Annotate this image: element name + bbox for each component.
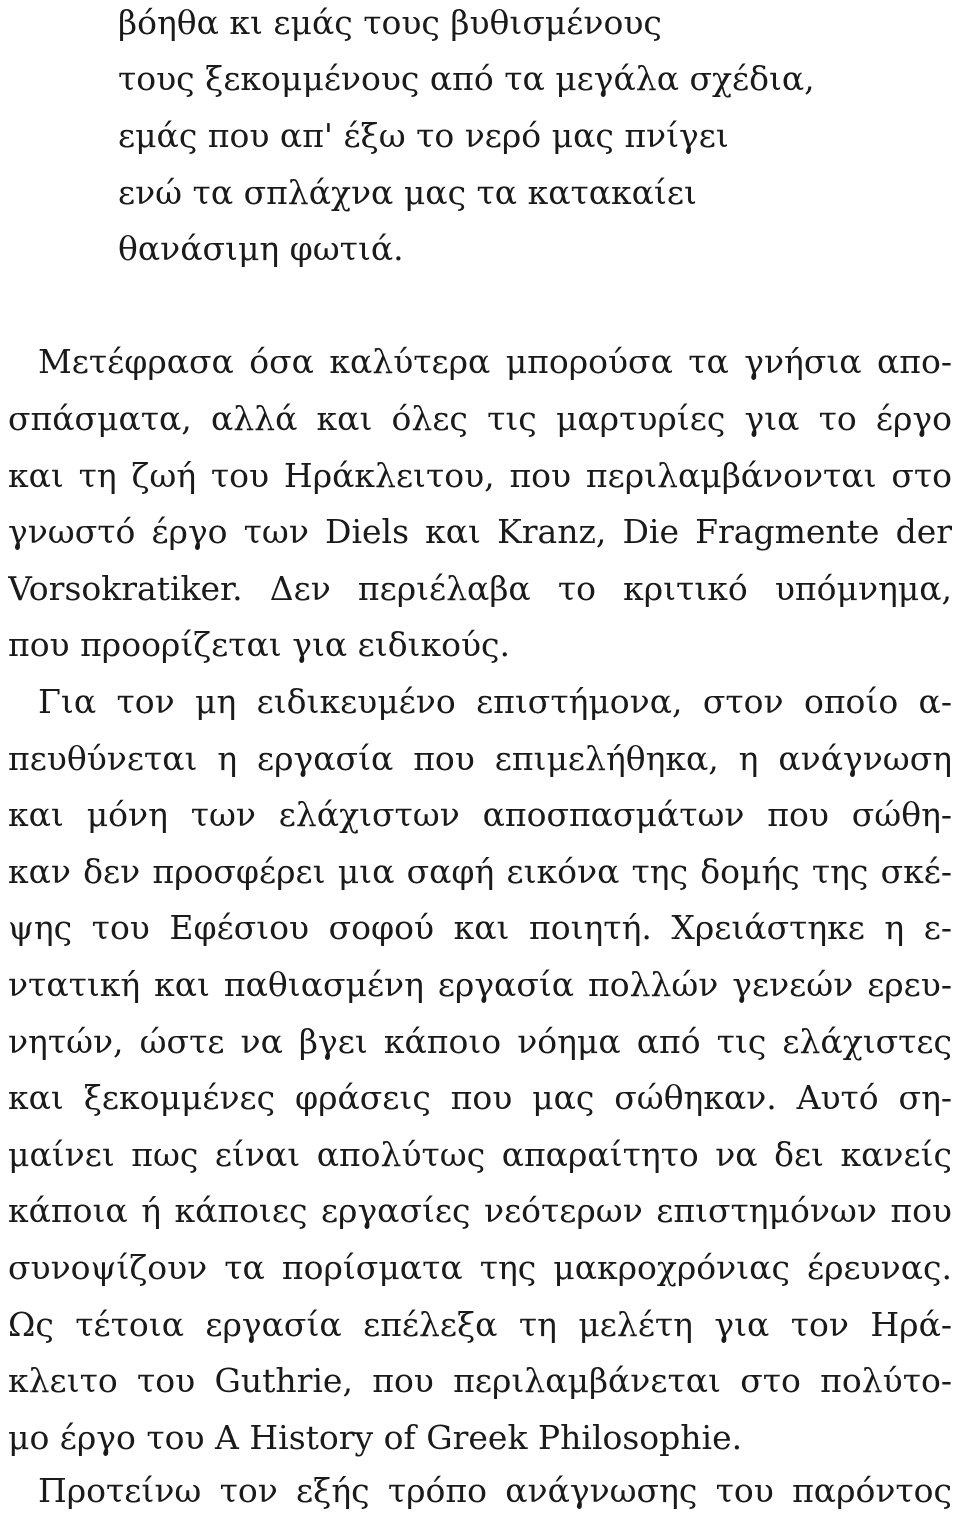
paragraph-1-line: που προορίζεται για ειδικούς.	[8, 625, 511, 664]
paragraph-2-line: νητών, ώστε να βγει κάποιο νόημα από τις ελάχιστες	[8, 1022, 952, 1061]
poem-line: ενώ τα σπλάχνα μας τα κατακαίει	[118, 173, 697, 212]
paragraph-1-line: και τη ζωή του Ηράκλειτου, που περιλαμβάνονται στο	[8, 456, 952, 495]
poem-line: εμάς που απ' έξω το νερό μας πνίγει	[118, 116, 729, 155]
paragraph-2-line: μαίνει πως είναι απολύτως απαραίτητο να δει κανείς	[8, 1135, 952, 1174]
paragraph-1-line: γνωστό έργο των Diels και Kranz, Die Fragmente der	[8, 512, 952, 551]
paragraph-2-line: Για τον μη ειδικευμένο επιστήμονα, στον οποίο α-	[38, 682, 952, 721]
paragraph-2-line: συνοψίζουν τα πορίσματα της μακροχρόνιας έρευνας.	[8, 1248, 952, 1287]
poem-line: τους ξεκομμένους από τα μεγάλα σχέδια,	[118, 59, 815, 98]
paragraph-1-line: Μετέφρασα όσα καλύτερα μπορούσα τα γνήσια απο-	[38, 342, 952, 381]
poem-line: βόηθα κι εμάς τους βυθισμένους	[118, 3, 662, 42]
paragraph-2-line: κάποια ή κάποιες εργασίες νεότερων επιστημόνων που	[8, 1191, 952, 1230]
paragraph-2-line: κλειτο του Guthrie, που περιλαμβάνεται στο πολύτο-	[8, 1361, 952, 1400]
paragraph-2-line: καν δεν προσφέρει μια σαφή εικόνα της δομής της σκέ-	[8, 852, 952, 891]
paragraph-2-line: και μόνη των ελάχιστων αποσπασμάτων που σώθη-	[8, 795, 952, 834]
paragraph-2-line: ντατική και παθιασμένη εργασία πολλών γενεών ερευ-	[8, 965, 952, 1004]
paragraph-3-line: Προτείνω τον εξής τρόπο ανάγνωσης του παρόντος	[38, 1471, 952, 1510]
paragraph-2-line: μο έργο του A History of Greek Philosophie.	[8, 1418, 743, 1457]
paragraph-2-line: και ξεκομμένες φράσεις που μας σώθηκαν. Αυτό ση-	[8, 1078, 952, 1117]
paragraph-1-line: Vorsokratiker. Δεν περιέλαβα το κριτικό υπόμνημα,	[8, 569, 952, 608]
paragraph-2-line: ψης του Εφέσιου σοφού και ποιητή. Χρειάστηκε η ε-	[8, 908, 952, 947]
paragraph-2-line: πευθύνεται η εργασία που επιμελήθηκα, η ανάγνωση	[8, 739, 952, 778]
paragraph-1-line: σπάσματα, αλλά και όλες τις μαρτυρίες για το έργο	[8, 399, 952, 438]
paragraph-2-line: Ως τέτοια εργασία επέλεξα τη μελέτη για τον Ηρά-	[8, 1305, 952, 1344]
poem-line: θανάσιμη φωτιά.	[118, 229, 404, 268]
